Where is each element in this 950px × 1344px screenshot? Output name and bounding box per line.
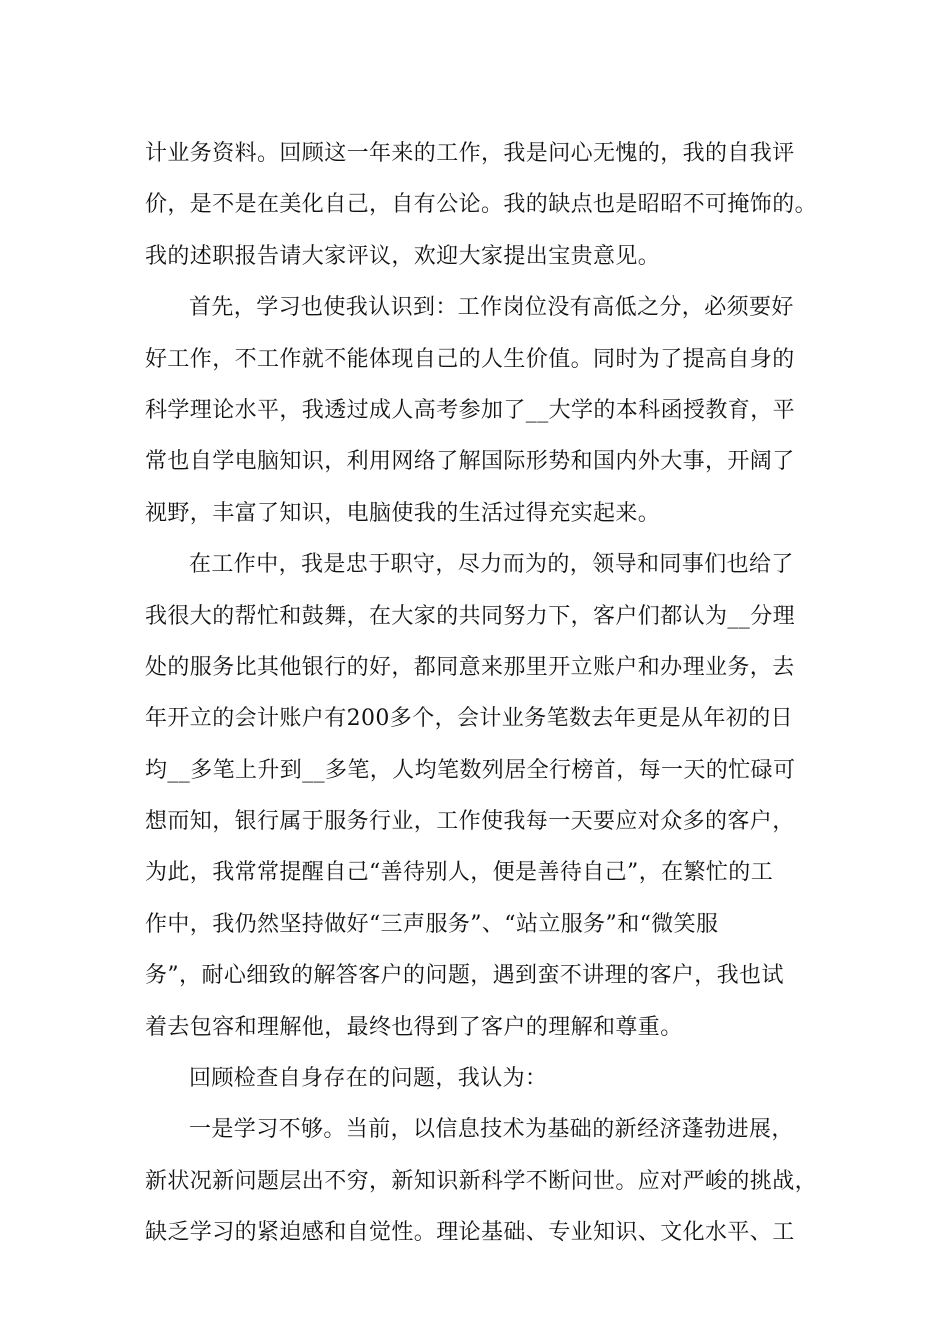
paragraph-first-line: 在工作中，我是忠于职守，尽力而为的，领导和同事们也给了	[189, 552, 794, 578]
text-line: 想而知，银行属于服务行业，工作使我每一天要应对众多的客户，	[145, 809, 795, 835]
text-line: 着去包容和理解他，最终也得到了客户的理解和尊重。	[145, 1014, 683, 1040]
text-line: 价，是不是在美化自己，自有公论。我的缺点也是昭昭不可掩饰的。	[145, 192, 818, 218]
text-line: 新状况新问题层出不穷，新知识新科学不断问世。应对严峻的挑战，	[145, 1168, 818, 1194]
text-line: 缺乏学习的紧迫感和自觉性。理论基础、专业知识、文化水平、工	[145, 1220, 795, 1246]
text-line: 计业务资料。回顾这一年来的工作，我是问心无愧的，我的自我评	[145, 141, 795, 166]
text-line: 均__多笔上升到__多笔，人均笔数列居全行榜首，每一天的忙碌可	[145, 757, 796, 783]
paragraph-first-line: 回顾检查自身存在的问题，我认为：	[189, 1066, 548, 1092]
text-line: 为此，我常常提醒自己“善待别人，便是善待自己”，在繁忙的工	[145, 860, 774, 886]
document-body	[145, 128, 825, 1259]
text-line: 视野，丰富了知识，电脑使我的生活过得充实起来。	[145, 500, 661, 526]
text-line: 处的服务比其他银行的好，都同意来那里开立账户和办理业务，去	[145, 654, 795, 680]
text-line: 务”，耐心细致的解答客户的问题，遇到蛮不讲理的客户，我也试	[145, 963, 784, 989]
text-line: 常也自学电脑知识，利用网络了解国际形势和国内外大事，开阔了	[145, 449, 795, 475]
text-line: 作中，我仍然坚持做好“三声服务”、“站立服务”和“微笑服	[145, 911, 719, 937]
text-line: 我很大的帮忙和鼓舞，在大家的共同努力下，客户们都认为__分理	[145, 603, 796, 629]
text-line: 科学理论水平，我透过成人高考参加了__大学的本科函授教育，平	[145, 397, 796, 423]
text-line: 年开立的会计账户有200多个，会计业务笔数去年更是从年初的日	[145, 706, 793, 732]
paragraph-first-line: 一是学习不够。当前，以信息技术为基础的新经济蓬勃进展，	[189, 1117, 794, 1143]
paragraph-first-line: 首先，学习也使我认识到：工作岗位没有高低之分，必须要好	[189, 295, 794, 321]
text-line: 好工作，不工作就不能体现自己的人生价值。同时为了提高自身的	[145, 346, 795, 372]
text-line: 我的述职报告请大家评议，欢迎大家提出宝贵意见。	[145, 243, 661, 269]
